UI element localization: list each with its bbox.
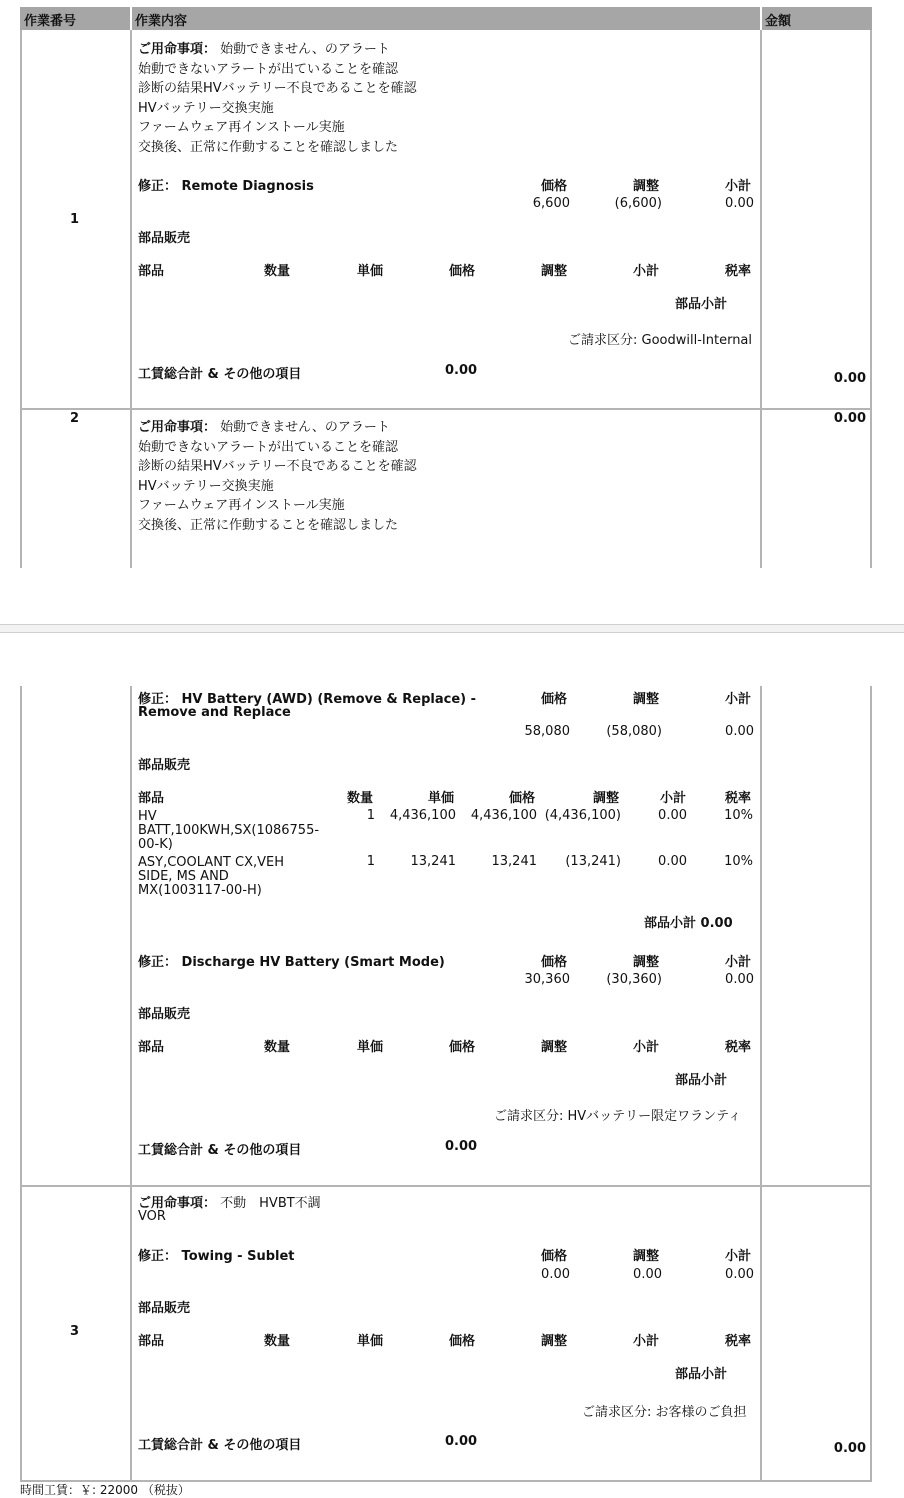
row-divider — [20, 408, 872, 410]
fix-adjust: (6,600) — [614, 196, 662, 211]
parts-sale-title: 部品販売 — [138, 231, 191, 246]
table-border — [130, 686, 132, 1482]
labor-total-value: 0.00 — [445, 1434, 478, 1449]
fix-subtotal: 0.00 — [725, 196, 754, 211]
part-name: ASY,COOLANT CX,VEH SIDE, MS AND MX(1003117-00-H) — [138, 855, 284, 898]
row-divider — [20, 1185, 872, 1187]
table-border — [130, 30, 132, 568]
fix-subtotal: 0.00 — [725, 972, 754, 987]
fix-title-line2: Remove and Replace — [138, 705, 291, 720]
adjust-header: 調整 — [633, 179, 660, 194]
request-line: VOR — [138, 1209, 166, 1224]
fix-price: 6,600 — [532, 196, 570, 211]
parts-subtotal-label: 部品小計 — [675, 297, 728, 312]
part-unit-price: 4,436,100 — [389, 808, 456, 823]
request-line: 始動できないアラートが出ていることを確認 — [138, 62, 399, 77]
fix-price: 30,360 — [524, 972, 570, 987]
job-number: 2 — [70, 411, 80, 426]
part-tax: 10% — [724, 808, 753, 823]
job-amount: 0.00 — [833, 371, 866, 386]
fix-subtotal: 0.00 — [725, 1267, 754, 1282]
fix-price: 58,080 — [524, 724, 570, 739]
header-cell-no: 作業番号 — [20, 7, 130, 30]
fix-subtotal: 0.00 — [725, 724, 754, 739]
billing-category: ご請求区分: お客様のご負担 — [582, 1405, 747, 1420]
request-line: 交換後、正常に作動することを確認しました — [138, 518, 399, 533]
parts-subtotal-label: 部品小計 — [675, 1073, 728, 1088]
price-header: 価格 — [541, 179, 568, 194]
table-border — [760, 686, 762, 1482]
part-price: 13,241 — [491, 854, 537, 869]
billing-category: ご請求区分: HVバッテリー限定ワランティ — [494, 1109, 742, 1124]
request-line: 診断の結果HVバッテリー不良であることを確認 — [138, 81, 417, 96]
parts-subtotal-label: 部品小計 — [675, 1367, 728, 1382]
part-price: 4,436,100 — [470, 808, 537, 823]
table-border — [760, 30, 762, 568]
page-break — [0, 624, 904, 633]
labor-rate-note: 時間工賃：￥: 22000 （税抜） — [20, 1483, 190, 1497]
part-subtotal: 0.00 — [658, 808, 687, 823]
part-qty: 1 — [366, 808, 375, 823]
subtotal-header: 小計 — [725, 179, 752, 194]
job-number: 1 — [70, 212, 80, 227]
request-line: ご用命事項： 不動 HVBT不調 — [138, 1196, 321, 1211]
part-subtotal: 0.00 — [658, 854, 687, 869]
part-adjust: (13,241) — [565, 854, 621, 869]
labor-total-label: 工賃総合計 & その他の項目 — [138, 367, 302, 382]
fix-adjust: (58,080) — [606, 724, 662, 739]
parts-sale-title: 部品販売 — [138, 758, 191, 773]
job-amount: 0.00 — [833, 411, 866, 426]
request-line: ご用命事項： 始動できません、のアラート — [138, 420, 390, 435]
job-amount: 0.00 — [833, 1441, 866, 1456]
billing-category: ご請求区分: Goodwill-Internal — [568, 333, 753, 348]
labor-total-label: 工賃総合計 & その他の項目 — [138, 1143, 302, 1158]
header-cell-amount: 金額 — [762, 7, 872, 30]
fix-adjust: 0.00 — [633, 1267, 662, 1282]
labor-total-label: 工賃総合計 & その他の項目 — [138, 1438, 302, 1453]
part-unit-price: 13,241 — [410, 854, 456, 869]
table-border — [870, 30, 872, 568]
table-border — [870, 686, 872, 1482]
part-qty: 1 — [366, 854, 375, 869]
labor-total-value: 0.00 — [445, 1139, 478, 1154]
fix-title: 修正： HV Battery (AWD) (Remove & Replace) - — [138, 692, 477, 707]
part-adjust: (4,436,100) — [544, 808, 621, 823]
job-number: 3 — [70, 1324, 80, 1339]
request-line: ご用命事項： 始動できません、のアラート — [138, 42, 390, 57]
request-line: HVバッテリー交換実施 — [138, 479, 274, 494]
fix-title: 修正： Discharge HV Battery (Smart Mode) — [138, 955, 445, 970]
request-line: 交換後、正常に作動することを確認しました — [138, 140, 399, 155]
fix-title: 修正： Towing - Sublet — [138, 1249, 295, 1264]
fix-price: 0.00 — [541, 1267, 570, 1282]
request-line: ファームウェア再インストール実施 — [138, 498, 345, 513]
request-line: 診断の結果HVバッテリー不良であることを確認 — [138, 459, 417, 474]
fix-adjust: (30,360) — [606, 972, 662, 987]
part-tax: 10% — [724, 854, 753, 869]
part-name: HV BATT,100KWH,SX(1086755-00-K) — [138, 809, 320, 852]
request-line: HVバッテリー交換実施 — [138, 101, 274, 116]
request-line: 始動できないアラートが出ていることを確認 — [138, 440, 399, 455]
fix-title: 修正： Remote Diagnosis — [138, 179, 314, 194]
header-cell-content: 作業内容 — [132, 7, 760, 30]
labor-total-value: 0.00 — [445, 363, 478, 378]
parts-sale-title: 部品販売 — [138, 1007, 191, 1022]
parts-subtotal-label: 部品小計 0.00 — [644, 916, 733, 931]
request-line: ファームウェア再インストール実施 — [138, 120, 345, 135]
table-border — [20, 30, 22, 568]
table-border — [20, 686, 22, 1482]
parts-sale-title: 部品販売 — [138, 1301, 191, 1316]
